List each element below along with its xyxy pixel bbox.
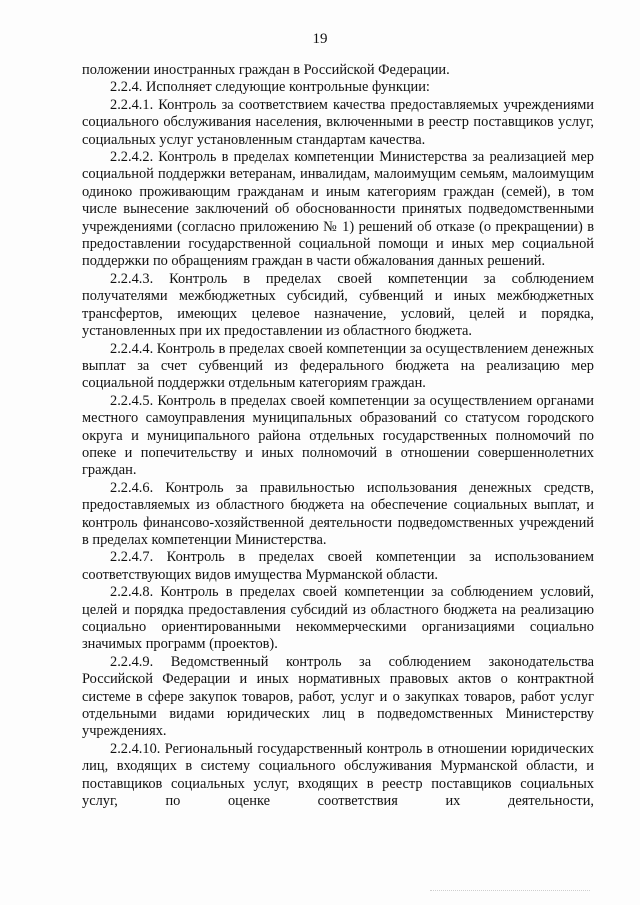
paragraph-2-2-4: 2.2.4. Исполняет следующие контрольные функции:: [110, 79, 430, 96]
paragraph-2-2-4-6: 2.2.4.6. Контроль за правильностью использования денежных средств, предоставляемых из областного бюджета на обеспечение социальных выплат, и контроль финансово-хозяйственной деятельности подведомственных учреждений в пределах компетенции Министерства.: [82, 479, 594, 548]
paragraph-continuation: положении иностранных граждан в Российской Федерации.: [82, 62, 450, 78]
paragraph-2-2-4-1: 2.2.4.1. Контроль за соответствием качества предоставляемых учреждениями социального обслуживания населения, включенными в реестр поставщиков услуг, социальных услуг установленным стандартам качества.: [82, 96, 594, 148]
paragraph-2-2-4-4: 2.2.4.4. Контроль в пределах своей компетенции за осуществлением денежных выплат за счет субвенций из федерального бюджета на реализацию мер социальной поддержки отдельным категориям граждан.: [82, 340, 594, 392]
paragraph-2-2-4-3: 2.2.4.3. Контроль в пределах своей компетенции за соблюдением получателями межбюджетных субсидий, субвенций и иных межбюджетных трансфертов, имеющих целевое назначение, условий, целей и порядка, установленных при их предоставлении из областного бюджета.: [82, 270, 594, 340]
paragraph-2-2-4-7: 2.2.4.7. Контроль в пределах своей компетенции за использованием соответствующих видов имущества Мурманской области.: [82, 549, 594, 583]
paragraph-2-2-4-10: 2.2.4.10. Региональный государственный контроль в отношении юридических лиц, входящих в систему социального обслуживания Мурманской области, и поставщиков социальных услуг, входящих в реестр поставщиков социальных услуг, по оценке соответствия их деятельности,: [82, 740, 594, 810]
document-body: [82, 62, 594, 810]
page-number: 19: [312, 31, 328, 47]
paragraph-2-2-4-2: 2.2.4.2. Контроль в пределах компетенции Министерства за реализацией мер социальной поддержки ветеранам, инвалидам, малоимущим семьям, малоимущим одиноко проживающим гражданам и иным категориям граждан (семей), в том числе вынесение заключений об обоснованности принятых подведомственными учреждениями (согласно приложению № 1) решений об отказе (о прекращении) в предоставлении государственной социальной помощи и иных мер социальной поддержки по обращениям граждан в части обжалования данных решений.: [82, 149, 594, 270]
paragraph-2-2-4-5: 2.2.4.5. Контроль в пределах своей компетенции за осуществлением органами местного самоуправления муниципальных образований со статусом городского округа и муниципального района отдельных государственных полномочий по опеке и попечительству и иных полномочий в отношении совершеннолетних граждан.: [82, 392, 594, 479]
paragraph-2-2-4-8: 2.2.4.8. Контроль в пределах своей компетенции за соблюдением условий, целей и порядка предоставления субсидий из областного бюджета на реализацию социально ориентированными некоммерческими организациями социально значимых программ (проектов).: [82, 584, 594, 653]
scan-artifact: [430, 890, 590, 895]
paragraph-2-2-4-9: 2.2.4.9. Ведомственный контроль за соблюдением законодательства Российской Федерации и иных нормативных правовых актов о контрактной системе в сфере закупок товаров, работ, услуг и о закупках товаров, работ услуг отдельными видами юридических лиц в подведомственных Министерству учреждениях.: [82, 653, 594, 740]
